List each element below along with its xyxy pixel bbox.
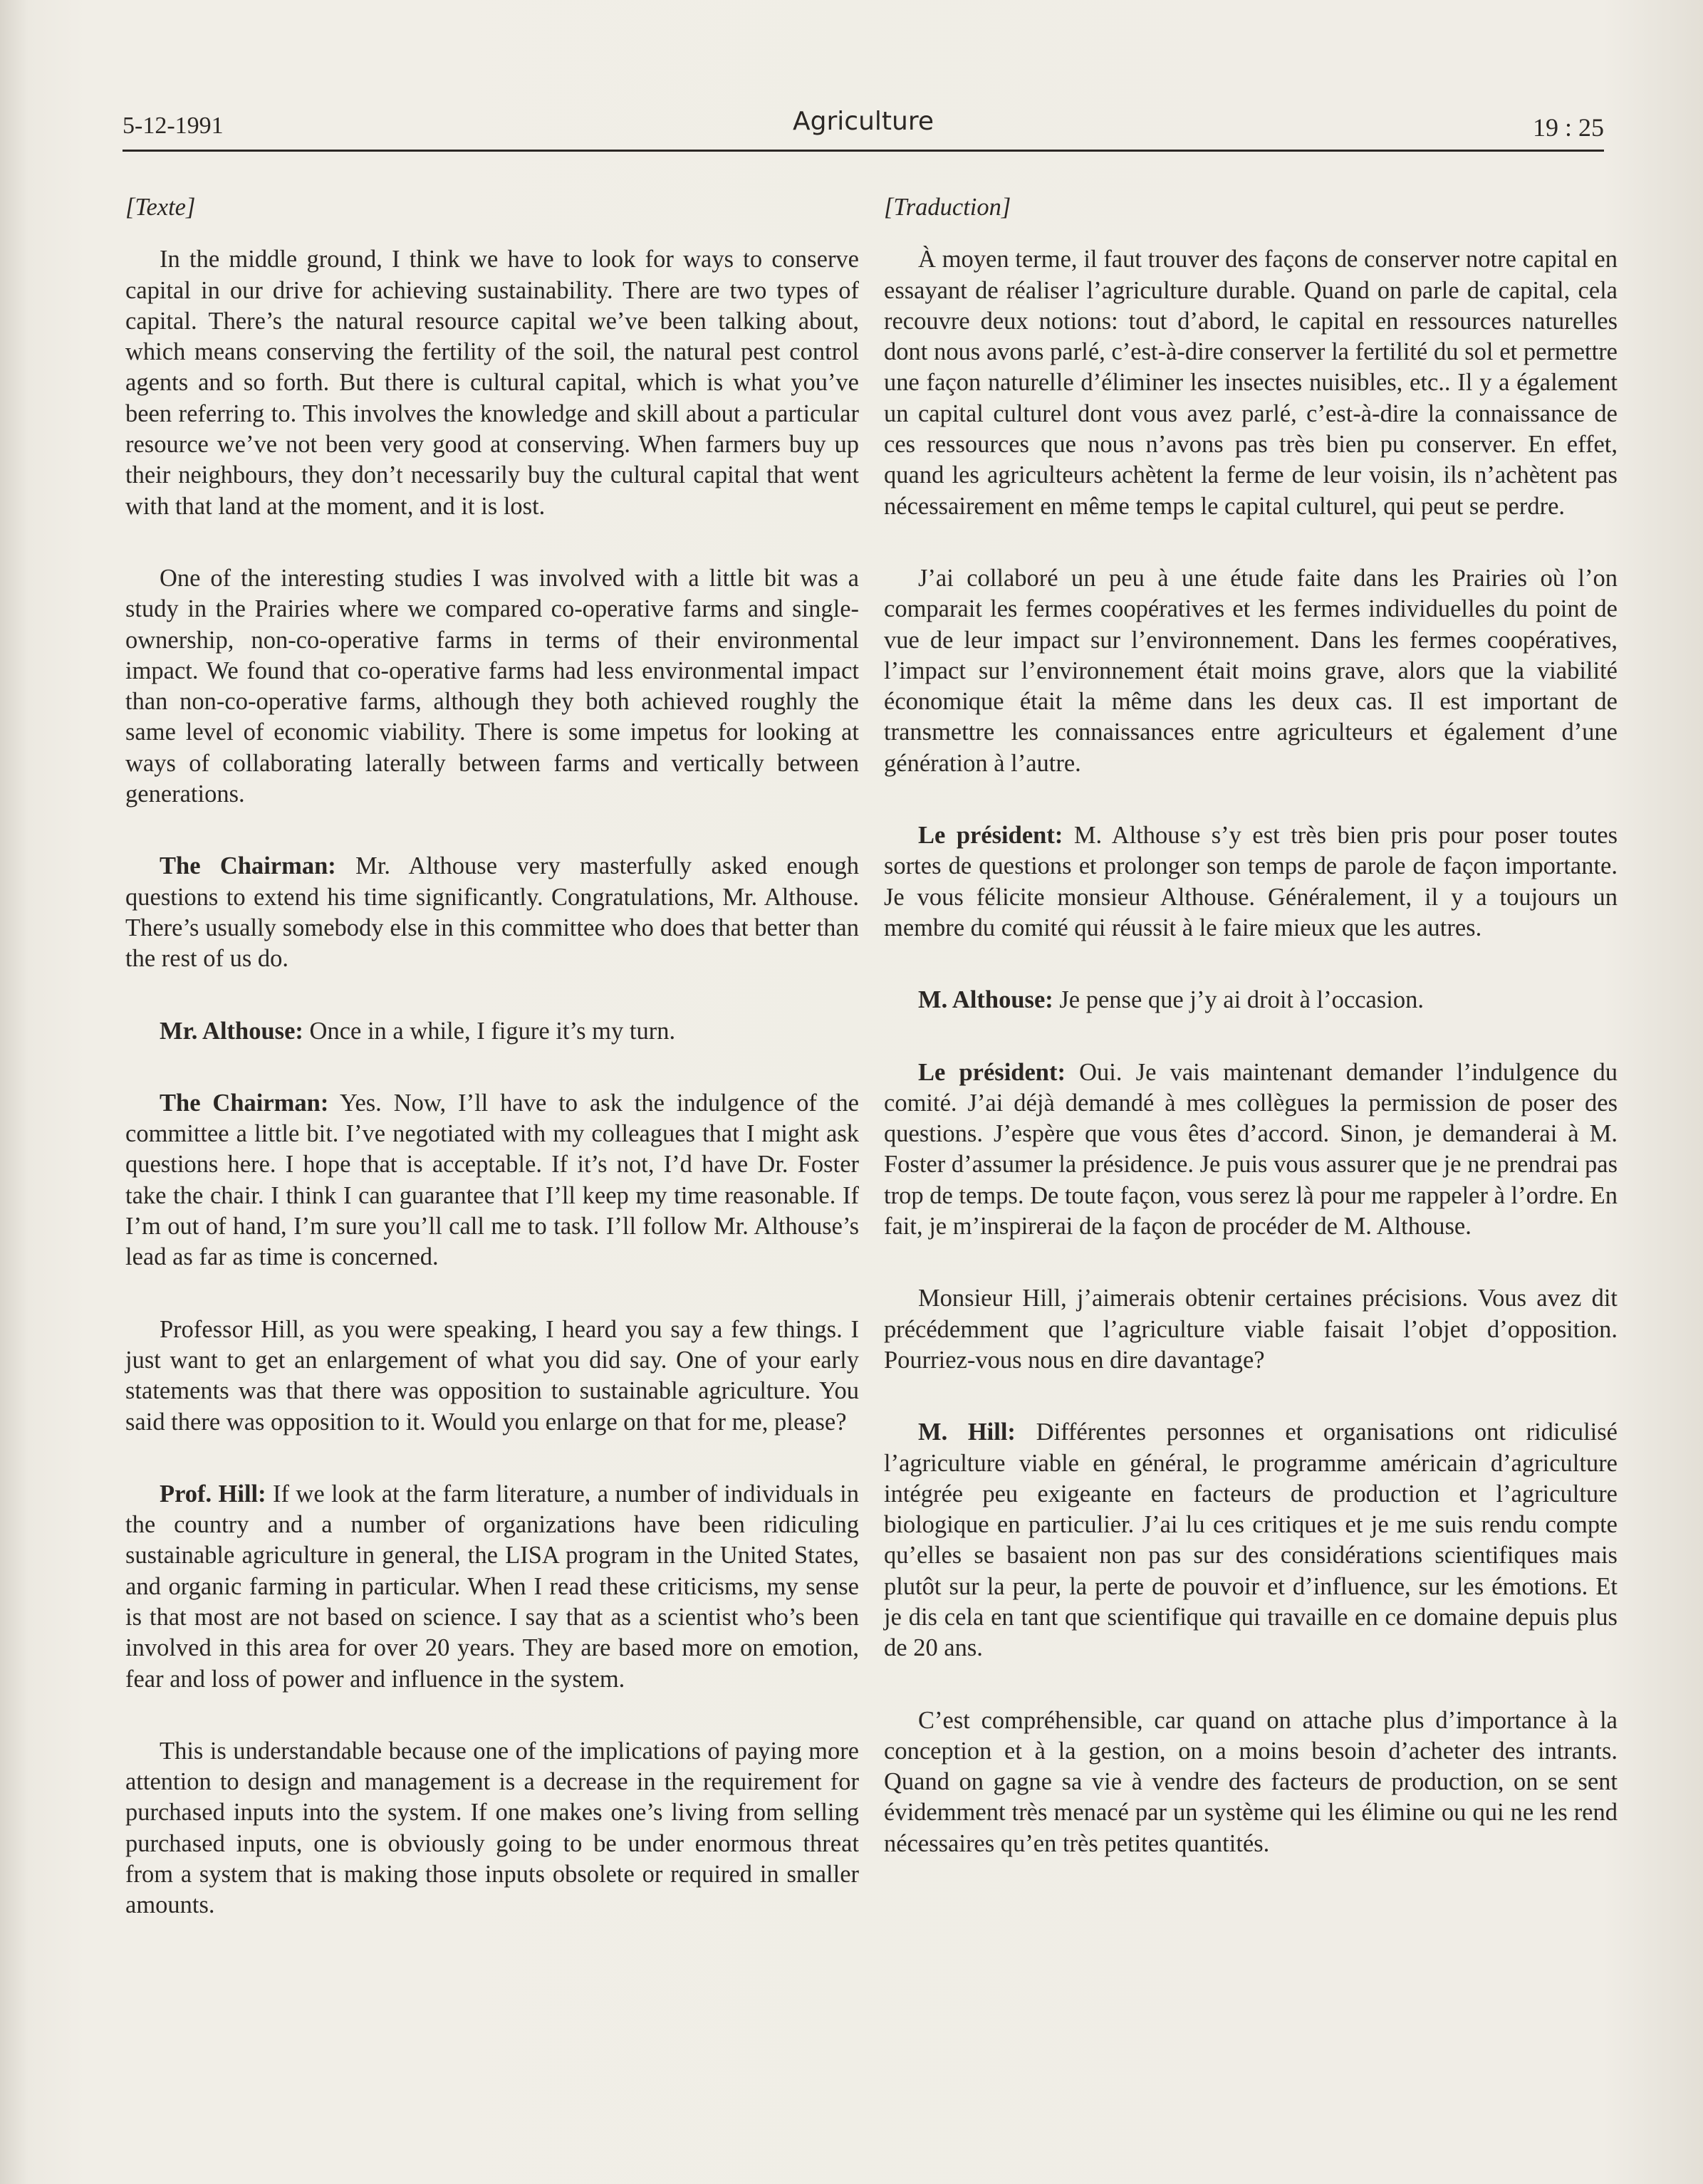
paragraph-text: This is understandable because one of the implications of paying more attention to design and management is a decrease in the requirement for purchased inputs into the system. If one makes one’s living from selling purchased inputs, one is obviously going to be under enormous threat from a system that is making those inputs obsolete or required in smaller amounts. [125, 1737, 859, 1919]
paragraph [884, 563, 1618, 779]
paragraph [884, 1283, 1618, 1376]
paragraph-text: Mr. Althouse very masterfully asked enough questions to extend his time significantly. Congratulations, Mr. Althouse. There’s usually somebody else in this committee who does that better than the rest of us do. [125, 852, 859, 973]
paragraph-text: Monsieur Hill, j’aimerais obtenir certaines précisions. Vous avez dit précédemment que l’agriculture viable faisait l’objet d’opposition. Pourriez-vous nous en dire davantage? [884, 1285, 1618, 1374]
paragraph-text: Différentes personnes et organisations ont ridiculisé l’agriculture viable en général, le programme américain d’agriculture intégrée peu exigeante en facteurs de production et l’agriculture biologique en particulier. J’ai lu ces critiques et je me suis rendu compte qu’elles se basaient non pas sur des considérations scientifiques mais plutôt sur la peur, la perte de pouvoir et d’influence, sur les émotions. Et je dis cela en tant que scientifique qui travaille en ce domaine depuis plus de 20 ans. [884, 1418, 1618, 1662]
paragraph-text: If we look at the farm literature, a number of individuals in the country and a number of organizations have been ridiculing sustainable agriculture in general, the LISA program in the United States, and organic farming in particular. When I read these criticisms, my sense is that most are not based on science. I say that as a scientist who’s been involved in this area for over 20 years. They are based more on emotion, fear and loss of power and influence in the system. [125, 1480, 860, 1693]
paragraph-text: Professor Hill, as you were speaking, I heard you say a few things. I just want to get an enlargement of what you did say. One of your early statements was that there was opposition to sustainable agriculture. You said there was opposition to it. Would you enlarge on that for me, please? [125, 1315, 859, 1436]
speaker-name: Prof. Hill: [160, 1480, 266, 1508]
paragraph [125, 1016, 859, 1047]
speaker-name: Mr. Althouse: [160, 1017, 303, 1045]
speaker-name: M. Althouse: [918, 986, 1053, 1014]
paragraph [125, 244, 859, 522]
speaker-name: Le président: [918, 822, 1063, 850]
section-label-traduction: [Traduction] [884, 194, 1011, 221]
paragraph [125, 1479, 859, 1695]
speaker-name: The Chairman: [160, 1089, 329, 1117]
french-column [884, 192, 1618, 1901]
paragraph [125, 563, 859, 810]
speaker-name: Le président: [918, 1058, 1066, 1086]
paragraph-text: J’ai collaboré un peu à une étude faite dans les Prairies où l’on comparait les fermes coopératives et les fermes individuelles du point de vue de leur impact sur l’environnement. Dans les fermes coopératives, l’impact sur l’environnement était moins grave, alors que la viabilité économique était la même dans les deux cas. Il est important de transmettre les connaissances entre agriculteurs et également d’une génération à l’autre. [884, 564, 1618, 777]
paragraph [125, 1315, 859, 1438]
paragraph [884, 1057, 1618, 1243]
english-column [125, 192, 859, 1963]
header-page-number: 19 : 25 [1532, 113, 1604, 142]
section-label-texte: [Texte] [125, 194, 196, 221]
header-title: Agriculture [793, 107, 934, 136]
paragraph [125, 851, 859, 974]
paragraph-text: À moyen terme, il faut trouver des façons de conserver notre capital en essayant de réaliser l’agriculture durable. Quand on parle de capital, cela recouvre deux notions: tout d’abord, le capital en ressources naturelles dont nous avons parlé, c’est-à-dire conserver la fertilité du sol et permettre une façon naturelle d’éliminer les insectes nuisibles, etc.. Il y a également un capital culturel dont vous avez parlé, c’est-à-dire la connaissance de ces ressources que nous n’avons pas très bien pu conserver. En effet, quand les agriculteurs achètent la ferme de leur voisin, ils n’achètent pas nécessairement en même temps le capital culturel, qui peut se perdre. [884, 246, 1618, 520]
paragraph [125, 1736, 859, 1921]
paragraph [884, 1417, 1618, 1663]
paragraph-text: In the middle ground, I think we have to look for ways to conserve capital in our drive for achieving sustainability. There are two types of capital. There’s the natural resource capital we’ve been talking about, which means conserving the fertility of the soil, the natural pest control agents and so forth. But there is cultural capital, which is what you’ve been referring to. This involves the knowledge and skill about a particular resource we’ve not been very good at conserving. When farmers buy up their neighbours, they don’t necessarily buy the cultural capital that went with that land at the moment, and it is lost. [125, 246, 859, 520]
page-header [123, 107, 1604, 152]
paragraph-text: Once in a while, I figure it’s my turn. [309, 1017, 676, 1045]
paragraph [884, 244, 1618, 522]
speaker-name: The Chairman: [160, 852, 336, 880]
paragraph-text: C’est compréhensible, car quand on attache plus d’importance à la conception et à la gestion, on a moins besoin d’acheter des intrants. Quand on gagne sa vie à vendre des facteurs de production, on se sent évidemment très menacé par un système qui les élimine ou qui ne les rend nécessaires qu’en très petites quantités. [884, 1706, 1618, 1857]
speaker-name: M. Hill: [918, 1418, 1016, 1446]
paragraph-text: M. Althouse s’y est très bien pris pour poser toutes sortes de questions et prolonger son temps de parole de façon importante. Je vous félicite monsieur Althouse. Généralement, il y a toujours un membre du comité qui réussit à le faire mieux que les autres. [884, 822, 1618, 941]
paragraph [884, 1705, 1618, 1859]
paragraph-text: One of the interesting studies I was involved with a little bit was a study in the Prairies where we compared co-operative farms and single-ownership, non-co-operative farms in terms of their environmental impact. We found that co-operative farms had less environmental impact than non-co-operative farms, although they both achieved roughly the same level of economic viability. There is some impetus for looking at ways of collaborating laterally between farms and vertically between generations. [125, 564, 859, 808]
paragraph [884, 985, 1618, 1015]
paragraph-text: Yes. Now, I’ll have to ask the indulgence of the committee a little bit. I’ve negotiated with my colleagues that I might ask questions here. I hope that is acceptable. If it’s not, I’d have Dr. Foster take the chair. I think I can guarantee that I’ll keep my time reasonable. If I’m out of hand, I’m sure you’ll call me to task. I’ll follow Mr. Althouse’s lead as far as time is concerned. [125, 1089, 859, 1271]
paragraph [125, 1088, 859, 1273]
header-date: 5-12-1991 [123, 113, 224, 139]
paragraph-text: Je pense que j’y ai droit à l’occasion. [1059, 986, 1424, 1014]
paragraph-text: Oui. Je vais maintenant demander l’indulgence du comité. J’ai déjà demandé à mes collègues la permission de poser des questions. J’espère que vous êtes d’accord. Sinon, je demanderai à M. Foster d’assumer la présidence. Je puis vous assurer que je ne prendrai pas trop de temps. De toute façon, vous serez là pour me rappeler à l’ordre. En fait, je m’inspirerai de la façon de procéder de M. Althouse. [884, 1058, 1618, 1240]
paragraph [884, 820, 1618, 944]
